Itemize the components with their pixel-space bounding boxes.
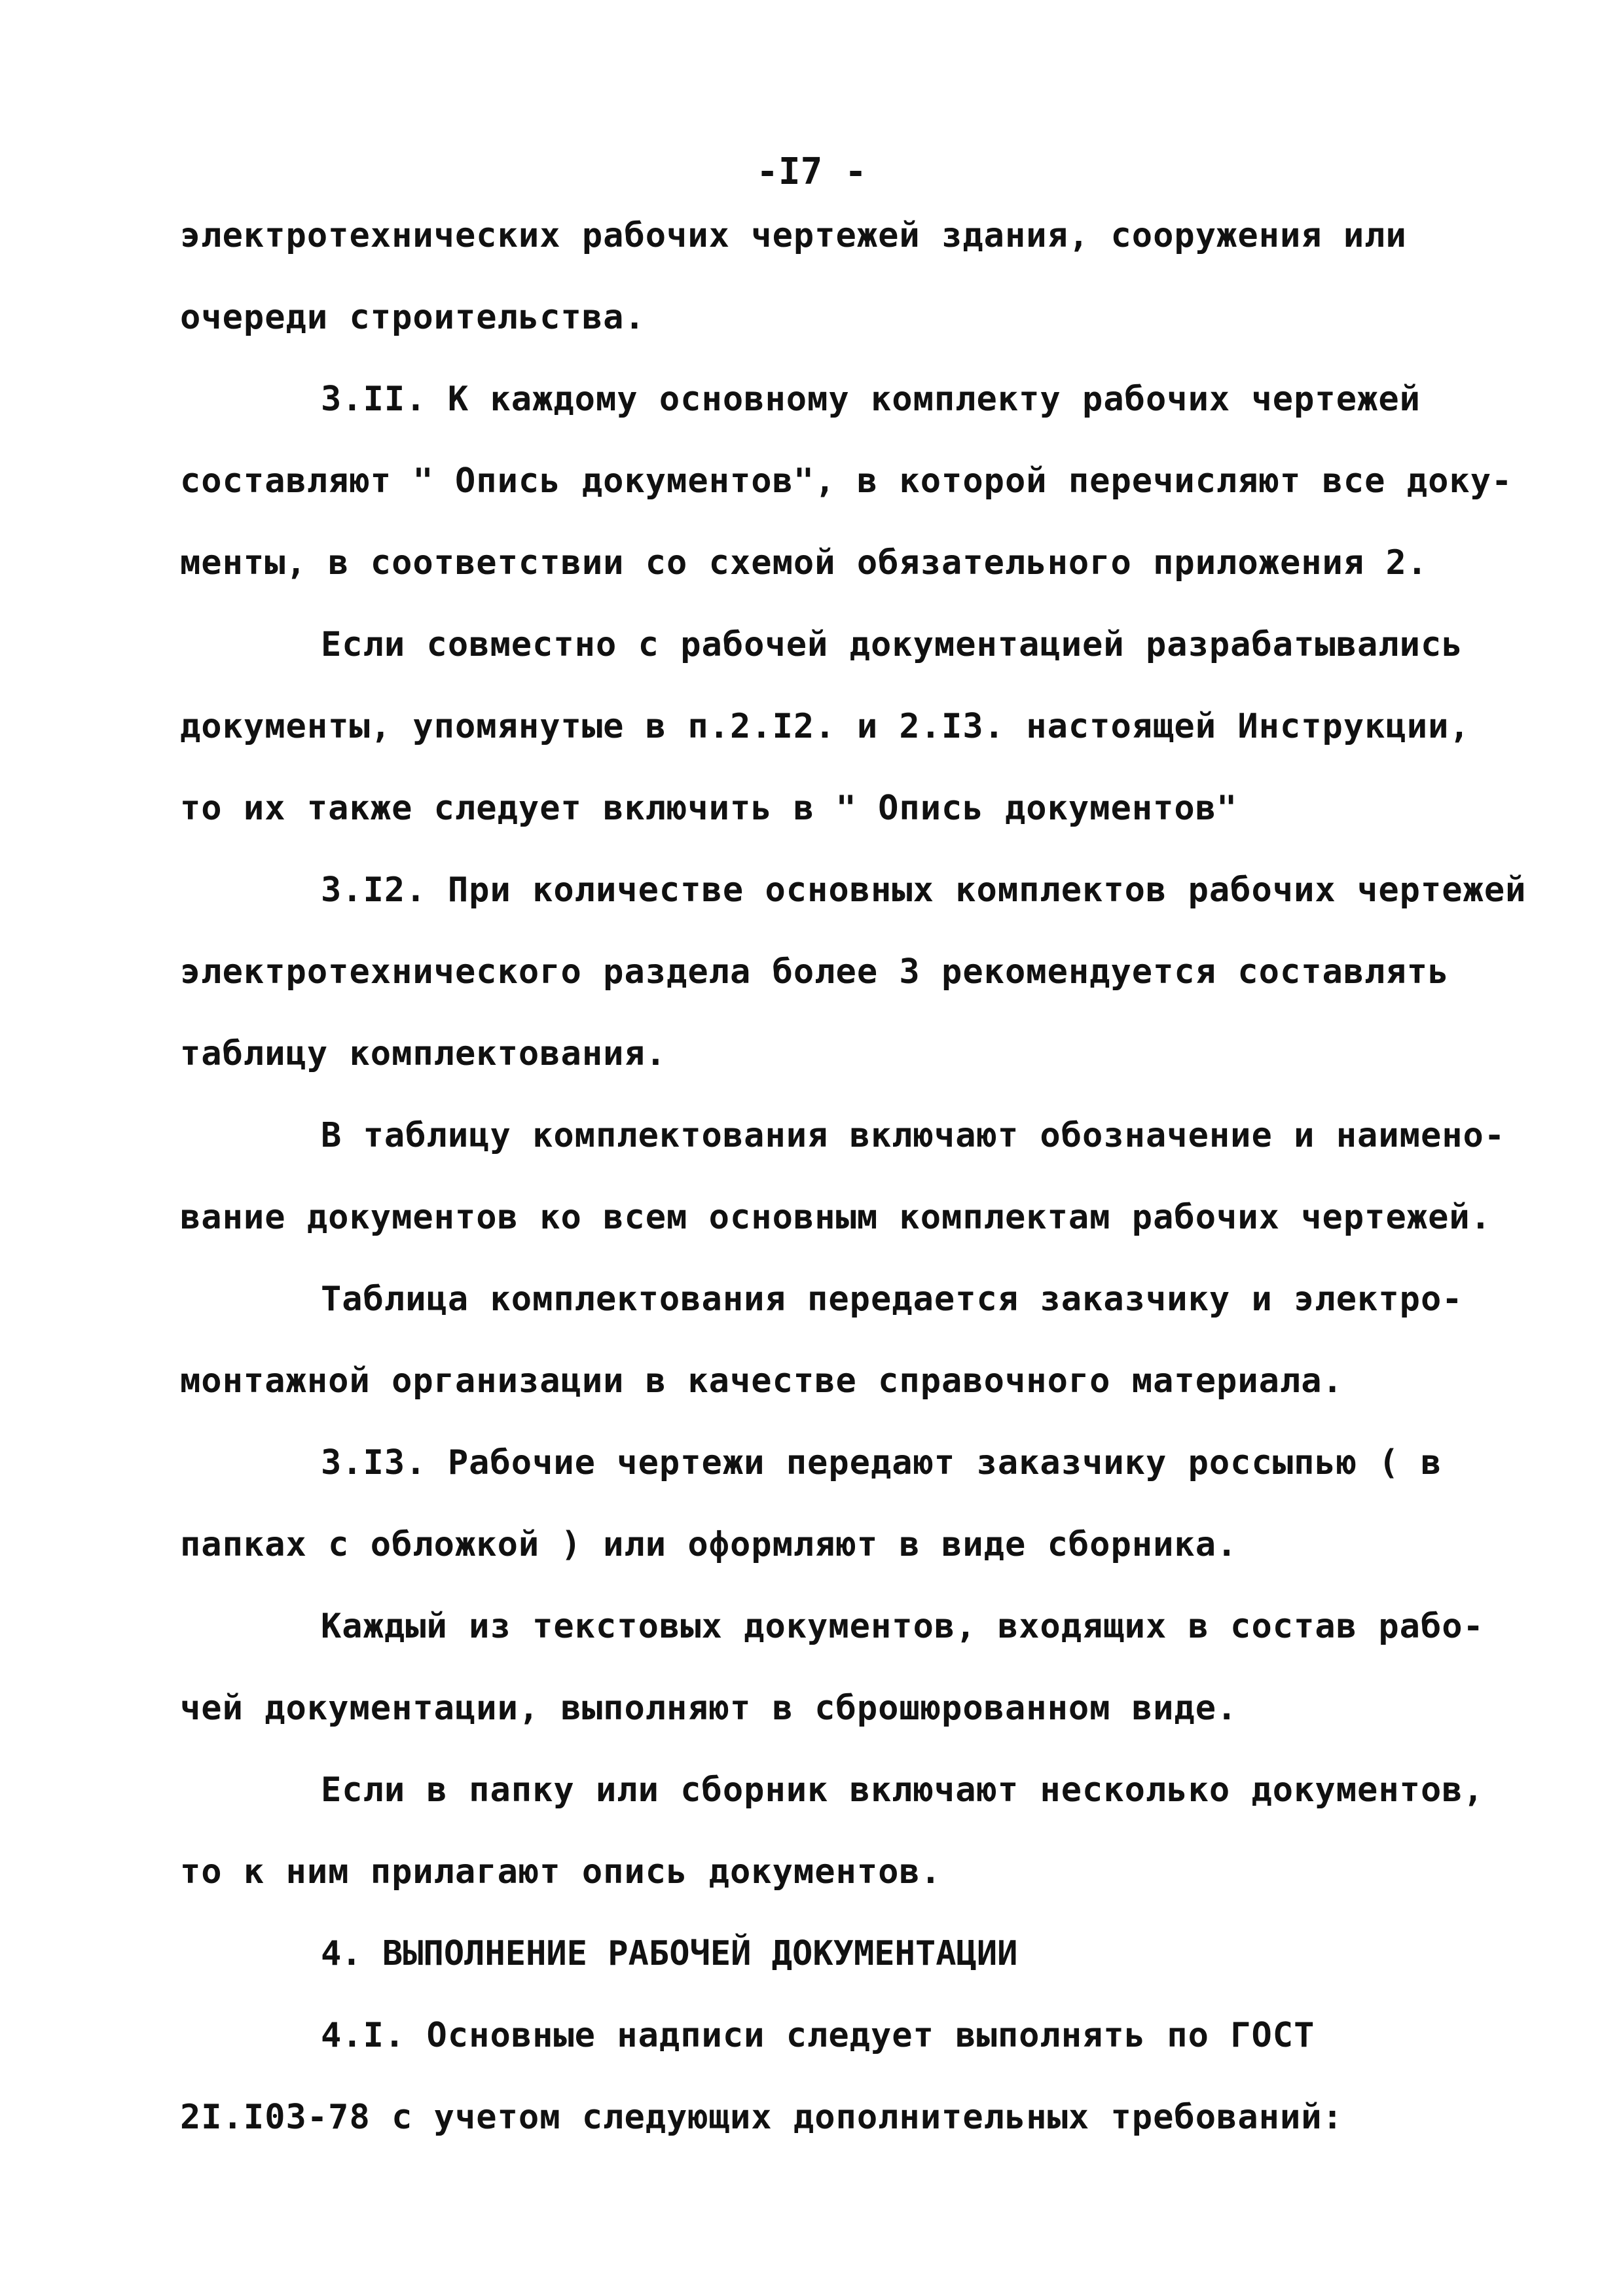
text-line-12: В таблицу комплектования включают обозначение и наимено- <box>321 1116 1506 1155</box>
text-line-24: 2I.I03-78 с учетом следующих дополнительных требований: <box>180 2098 1343 2137</box>
text-line-21: то к ним прилагают опись документов. <box>180 1852 942 1892</box>
text-line-14: Таблица комплектования передается заказчику и электро- <box>321 1280 1463 1319</box>
text-line-19: чей документации, выполняют в сброшюрованном виде. <box>180 1689 1238 1728</box>
text-line-20: Если в папку или сборник включают несколько документов, <box>321 1770 1484 1810</box>
text-line-10: электротехнического раздела более 3 рекомендуется составлять <box>180 952 1450 992</box>
text-line-9: 3.I2. При количестве основных комплектов рабочих чертежей <box>321 870 1527 910</box>
text-line-18: Каждый из текстовых документов, входящих в состав рабо- <box>321 1607 1484 1646</box>
text-line-3: 3.II. К каждому основному комплекту рабочих чертежей <box>321 380 1421 419</box>
text-line-13: вание документов ко всем основным комплектам рабочих чертежей. <box>180 1198 1492 1237</box>
text-line-4: составляют " Опись документов", в которой перечисляют все доку- <box>180 461 1513 501</box>
text-line-16: 3.I3. Рабочие чертежи передают заказчику россыпью ( в <box>321 1443 1442 1482</box>
text-line-7: документы, упомянутые в п.2.I2. и 2.I3. настоящей Инструкции, <box>180 707 1470 746</box>
text-line-2: очереди строительства. <box>180 298 646 337</box>
text-line-23: 4.I. Основные надписи следует выполнять по ГОСТ <box>321 2016 1315 2055</box>
section-heading: 4. ВЫПОЛНЕНИЕ РАБОЧЕЙ ДОКУМЕНТАЦИИ <box>321 1934 1018 1973</box>
text-line-15: монтажной организации в качестве справочного материала. <box>180 1361 1343 1401</box>
text-line-8: то их также следует включить в " Опись документов" <box>180 789 1238 828</box>
text-line-6: Если совместно с рабочей документацией разрабатывались <box>321 625 1463 664</box>
text-line-17: папках с обложкой ) или оформляют в виде сборника. <box>180 1525 1238 1564</box>
text-line-5: менты, в соответствии со схемой обязательного приложения 2. <box>180 543 1429 583</box>
text-line-1: электротехнических рабочих чертежей здания, сооружения или <box>180 216 1407 255</box>
text-line-11: таблицу комплектования. <box>180 1034 667 1073</box>
page-number: -I7 - <box>756 151 867 193</box>
